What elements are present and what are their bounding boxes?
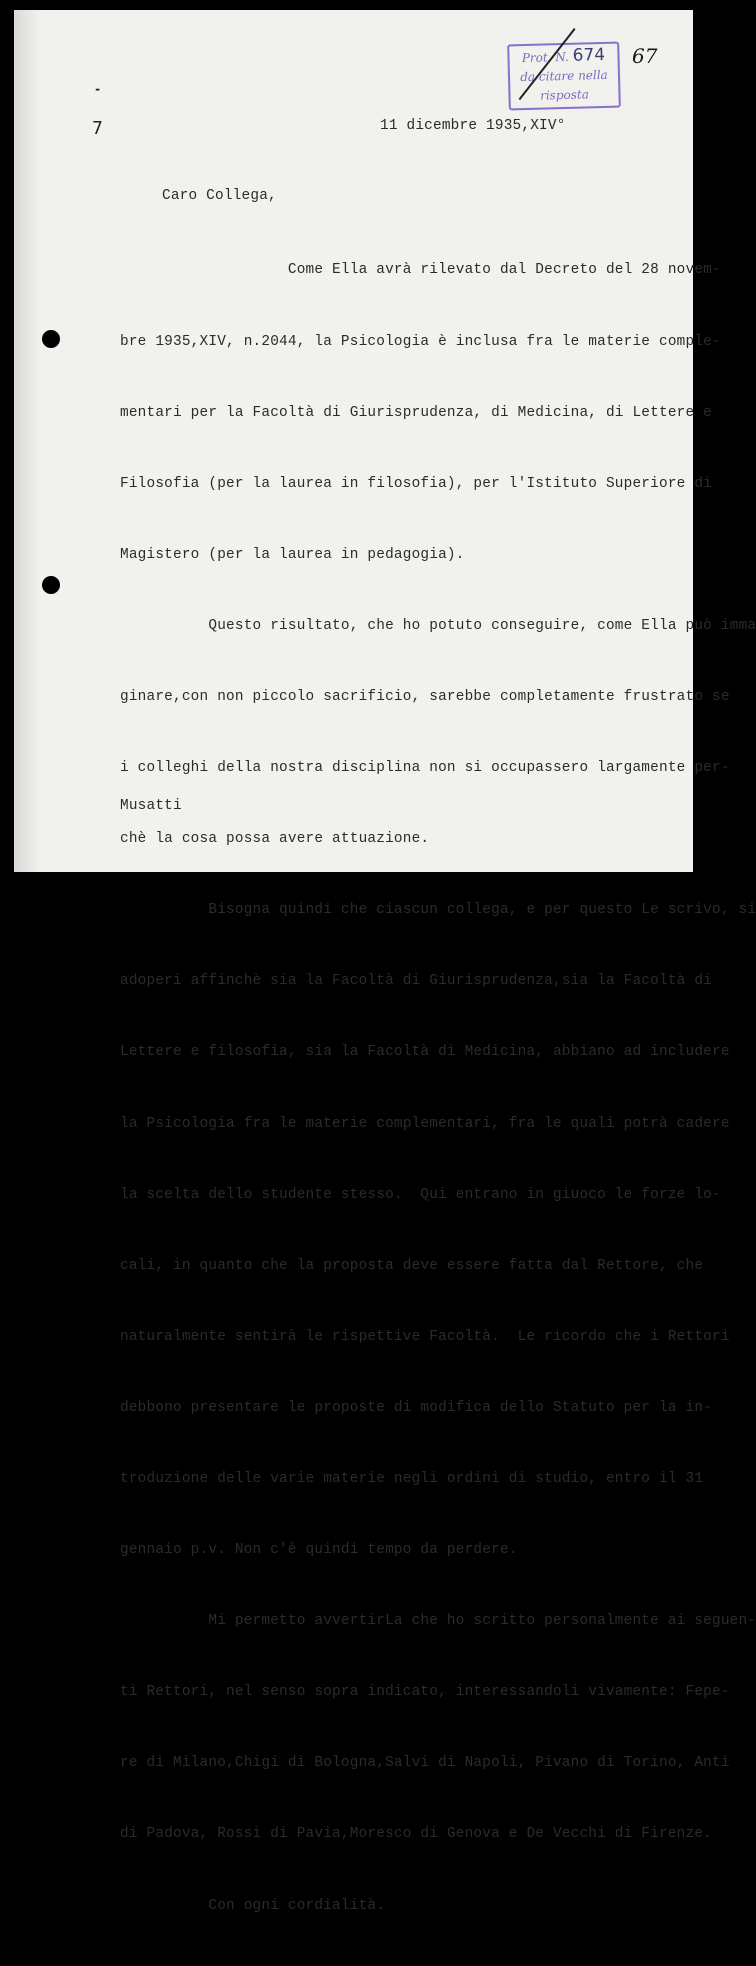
letter-date: 11 dicembre 1935,XIV° — [380, 118, 566, 134]
stamp-prot-number: 674 — [572, 44, 606, 66]
letter-page — [14, 10, 756, 1914]
body-line: debbono presentare le proposte di modifica dello Statuto per la in- — [120, 1399, 712, 1416]
stamp-line-3: risposta — [539, 87, 590, 103]
letter-body — [120, 212, 756, 1966]
margin-mark-side: 7 — [92, 118, 103, 139]
stamp-year: 67 — [632, 44, 658, 68]
body-line: Lettere e filosofia, sia la Facoltà di Medicina, abbiano ad includere — [120, 1044, 730, 1061]
body-line: la Psicologia fra le materie complementari, fra le quali potrà cadere — [120, 1115, 730, 1132]
body-line: di Padova, Rossi di Pavia,Moresco di Genova e De Vecchi di Firenze. — [120, 1826, 712, 1843]
body-line: ginare,con non piccolo sacrificio, sarebbe completamente frustrato se — [120, 688, 730, 705]
body-line: re di Milano,Chigi di Bologna,Salvi di Napoli, Pivano di Torino, Anti — [120, 1755, 730, 1772]
body-line: chè la cosa possa avere attuazione. — [120, 831, 430, 848]
margin-mark-top: - — [94, 82, 102, 96]
body-line: ti Rettori, nel senso sopra indicato, interessandoli vivamente: Fepe- — [120, 1684, 730, 1701]
body-line: adoperi affinchè sia la Facoltà di Giurisprudenza,sia la Facoltà di — [120, 973, 712, 990]
stamp-line-1 — [509, 46, 617, 69]
body-line: cali, in quanto che la proposta deve essere fatta dal Rettore, che — [120, 1257, 704, 1274]
body-line: naturalmente sentirà le rispettive Facoltà. Le ricordo che i Rettori — [120, 1328, 730, 1345]
letter-signature: Musatti — [120, 798, 182, 814]
body-line: mentari per la Facoltà di Giurisprudenza, di Medicina, di Lettere e — [120, 404, 712, 421]
body-line: Magistero (per la laurea in pedagogia). — [120, 546, 465, 563]
scan-edge — [14, 10, 40, 872]
body-line: Come Ella avrà rilevato dal Decreto del 28 novem- — [120, 262, 721, 279]
letter-salutation: Caro Collega, — [162, 188, 277, 204]
body-line: la scelta dello studente stesso. Qui entrano in giuoco le forze lo- — [120, 1186, 721, 1203]
punch-hole-upper — [42, 330, 60, 348]
protocol-stamp — [507, 42, 621, 111]
punch-hole-lower — [42, 576, 60, 594]
body-line: bre 1935,XIV, n.2044, la Psicologia è inclusa fra le materie comple- — [120, 333, 721, 350]
body-line: troduzione delle varie materie negli ordini di studio, entro il 31 — [120, 1471, 704, 1487]
stamp-prot-label: Prot. N. — [521, 49, 570, 66]
body-line: Mi permetto avvertirLa che ho scritto personalmente ai seguen- — [120, 1613, 756, 1630]
body-line: Questo risultato, che ho potuto conseguire, come Ella può imma — [120, 617, 756, 634]
stamp-line-2: da citare nella — [520, 67, 608, 85]
body-line: Filosofia (per la laurea in filosofia), per l'Istituto Superiore di — [120, 475, 712, 492]
body-line: Con ogni cordialità. — [120, 1897, 386, 1914]
body-line: i colleghi della nostra disciplina non si occupassero largamente per- — [120, 760, 730, 777]
body-line: Bisogna quindi che ciascun collega, e per questo Le scrivo, si — [120, 902, 756, 919]
body-line: gennaio p.v. Non c'è quindi tempo da perdere. — [120, 1542, 518, 1559]
